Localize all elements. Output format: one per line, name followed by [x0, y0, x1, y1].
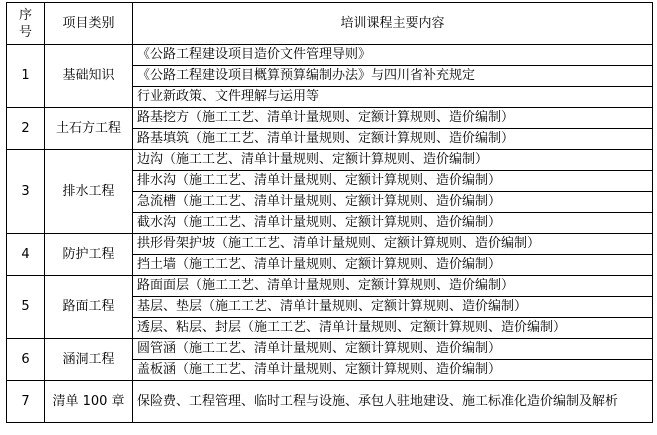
table-row [7, 150, 653, 171]
row-content: 圆管涵（施工工艺、清单计量规则、定额计算规则、造价编制） [133, 339, 653, 360]
row-category: 防护工程 [45, 234, 133, 276]
header-no-line1: 序 [18, 7, 32, 23]
row-category: 土石方工程 [45, 108, 133, 150]
header-category: 项目类别 [45, 3, 133, 45]
table-row [7, 45, 653, 66]
row-content: 截水沟（施工工艺、清单计量规则、定额计算规则、造价编制） [133, 213, 653, 234]
table-row [7, 381, 653, 423]
header-content: 培训课程主要内容 [133, 3, 653, 45]
row-number: 4 [7, 234, 45, 276]
row-category: 排水工程 [45, 150, 133, 234]
row-content: 路基填筑（施工工艺、清单计量规则、定额计算规则、造价编制） [133, 129, 653, 150]
training-course-table [6, 2, 653, 423]
row-number: 6 [7, 339, 45, 381]
row-content: 《公路工程建设项目造价文件管理导则》 [133, 45, 653, 66]
row-number: 3 [7, 150, 45, 234]
row-number: 1 [7, 45, 45, 108]
row-content: 盖板涵（施工工艺、清单计量规则、定额计算规则、造价编制） [133, 360, 653, 381]
row-number: 7 [7, 381, 45, 423]
row-content: 急流槽（施工工艺、清单计量规则、定额计算规则、造价编制） [133, 192, 653, 213]
row-content: 路基挖方（施工工艺、清单计量规则、定额计算规则、造价编制） [133, 108, 653, 129]
row-content: 《公路工程建设项目概算预算编制办法》与四川省补充规定 [133, 66, 653, 87]
table-row [7, 276, 653, 297]
header-no-line2: 号 [18, 24, 32, 40]
table-row [7, 234, 653, 255]
row-number: 2 [7, 108, 45, 150]
row-category: 涵洞工程 [45, 339, 133, 381]
row-content: 透层、粘层、封层（施工工艺、清单计量规则、定额计算规则、造价编制） [133, 318, 653, 339]
row-category: 清单 100 章 [45, 381, 133, 423]
row-content: 行业新政策、文件理解与运用等 [133, 87, 653, 108]
row-content: 拱形骨架护坡（施工工艺、清单计量规则、定额计算规则、造价编制） [133, 234, 653, 255]
row-content: 保险费、工程管理、临时工程与设施、承包人驻地建设、施工标准化造价编制及解析 [133, 381, 653, 423]
table-row [7, 339, 653, 360]
header-no [7, 3, 45, 45]
table-row [7, 108, 653, 129]
row-number: 5 [7, 276, 45, 339]
row-content: 路面面层（施工工艺、清单计量规则、定额计算规则、造价编制） [133, 276, 653, 297]
row-category: 基础知识 [45, 45, 133, 108]
row-content: 排水沟（施工工艺、清单计量规则、定额计算规则、造价编制） [133, 171, 653, 192]
row-category: 路面工程 [45, 276, 133, 339]
header-row [7, 3, 653, 45]
row-content: 挡土墙（施工工艺、清单计量规则、定额计算规则、造价编制） [133, 255, 653, 276]
row-content: 边沟（施工工艺、清单计量规则、定额计算规则、造价编制） [133, 150, 653, 171]
row-content: 基层、垫层（施工工艺、清单计量规则、定额计算规则、造价编制） [133, 297, 653, 318]
